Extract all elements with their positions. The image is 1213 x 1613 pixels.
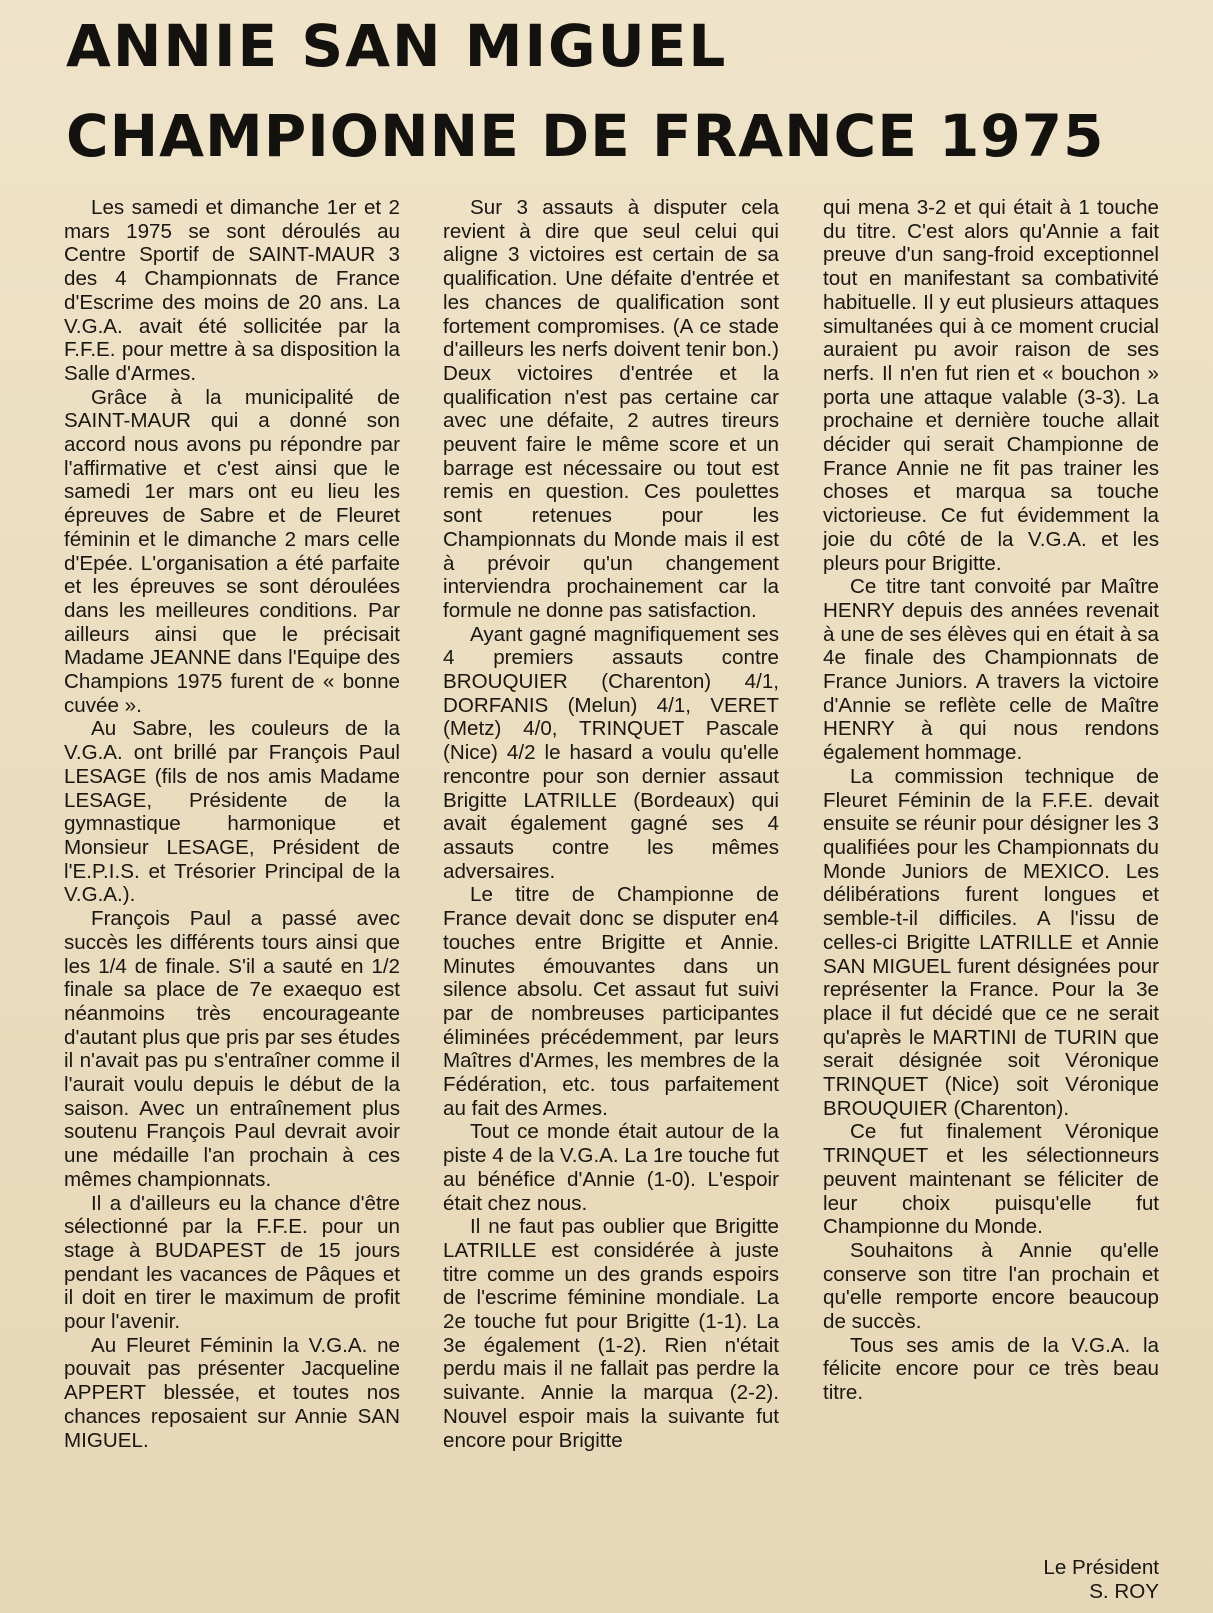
paragraph: Ce fut finalement Véronique TRINQUET et les sélectionneurs peuvent maintenant se féliciter de leur choix puisqu'elle fut Championne du Monde. <box>823 1120 1159 1239</box>
paragraph: Il a d'ailleurs eu la chance d'être sélectionné par la F.F.E. pour un stage à BUDAPEST de 15 jours pendant les vacances de Pâques et il doit en tirer le maximum de profit pour l'avenir. <box>64 1191 400 1334</box>
paragraph: Ayant gagné magnifiquement ses 4 premiers assauts contre BROUQUIER (Charenton) 4/1, DORFANIS (Melun) 4/1, VERET (Metz) 4/0, TRINQUET Pascale (Nice) 4/2 le hasard a voulu qu'elle rencontre pour son dernier assaut Brigitte LATRILLE (Bordeaux) qui avait également gagné ses 4 assauts contre les mêmes adversaires. <box>443 622 779 883</box>
paragraph: Grâce à la municipalité de SAINT-MAUR qui a donné son accord nous avons pu répondre par l'affirmative et c'est ainsi que le samedi 1er mars ont eu lieu les épreuves de Sabre et de Fleuret féminin et le dimanche 2 mars celle d'Epée. L'organisation a été parfaite et les épreuves se sont déroulées dans les meilleures conditions. Par ailleurs ainsi que le précisait Madame JEANNE dans l'Equipe des Champions 1975 furent de « bonne cuvée ». <box>64 385 400 717</box>
paragraph: Tous ses amis de la V.G.A. la félicite encore pour ce très beau titre. <box>823 1333 1159 1405</box>
paragraph: Souhaitons à Annie qu'elle conserve son titre l'an prochain et qu'elle remporte encore beaucoup de succès. <box>823 1238 1159 1334</box>
headline-line-1: ANNIE SAN MIGUEL <box>66 12 728 80</box>
paragraph: Il ne faut pas oublier que Brigitte LATRILLE est considérée à juste titre comme un des grands espoirs de l'escrime féminine mondiale. La 2e touche fut pour Brigitte (1-1). La 3e également (1-2). Rien n'était perdu mais il ne fallait pas perdre la suivante. Annie la marqua (2-2). Nouvel espoir mais la suivante fut encore pour Brigitte <box>443 1215 779 1452</box>
signature-role: Le Président <box>1043 1556 1159 1579</box>
paragraph: qui mena 3-2 et qui était à 1 touche du titre. C'est alors qu'Annie a fait preuve d'un sang-froid exceptionnel tout en manifestant sa combativité habituelle. Il y eut plusieurs attaques simultanées qui à ce moment crucial auraient pu avoir raison de ses nerfs. Il n'en fut rien et « bouchon » porta une attaque valable (3-3). La prochaine et dernière touche allait décider qui serait Championne de France Annie ne fit pas trainer les choses et marqua sa touche victorieuse. Ce fut évidemment la joie du côté de la V.G.A. et les pleurs pour Brigitte. <box>823 196 1159 575</box>
paragraph: Le titre de Championne de France devait donc se disputer en4 touches entre Brigitte et Annie. Minutes émouvantes dans un silence absolu. Cet assaut fut suivi par de nombreuses participantes éliminées précédemment, par leurs Maîtres d'Armes, les membres de la Fédération, etc. tous parfaitement au fait des Armes. <box>443 883 779 1120</box>
headline-line-2: CHAMPIONNE DE FRANCE 1975 <box>66 102 1105 170</box>
article-column-2 <box>443 196 779 1452</box>
paragraph: La commission technique de Fleuret Féminin de la F.F.E. devait ensuite se réunir pour désigner les 3 qualifiées pour les Championnats du Monde Juniors de MEXICO. Les délibérations furent longues et semble-t-il difficiles. A l'issu de celles-ci Brigitte LATRILLE et Annie SAN MIGUEL furent désignées pour représenter la France. Pour la 3e place il fut décidé que ce ne serait qu'après le MARTINI de TURIN que serait désignée soit Véronique TRINQUET (Nice) soit Véronique BROUQUIER (Charenton). <box>823 764 1159 1120</box>
article-column-3 <box>823 196 1159 1405</box>
paragraph: Au Sabre, les couleurs de la V.G.A. ont brillé par François Paul LESAGE (fils de nos amis Madame LESAGE, Présidente de la gymnastique harmonique et Monsieur LESAGE, Président de l'E.P.I.S. et Trésorier Principal de la V.G.A.). <box>64 717 400 907</box>
paragraph: François Paul a passé avec succès les différents tours ainsi que les 1/4 de finale. S'il a sauté en 1/2 finale sa place de 7e exaequo est néanmoins très encourageante d'autant plus que pris par ses études il n'avait pas pu s'entraîner comme il l'aurait voulu depuis le début de la saison. Avec un entraînement plus soutenu François Paul devrait avoir une médaille l'an prochain à ces mêmes championnats. <box>64 907 400 1191</box>
paragraph: Les samedi et dimanche 1er et 2 mars 1975 se sont déroulés au Centre Sportif de SAINT-MAUR 3 des 4 Championnats de France d'Escrime des moins de 20 ans. La V.G.A. avait été sollicitée par la F.F.E. pour mettre à sa disposition la Salle d'Armes. <box>64 196 400 385</box>
paragraph: Au Fleuret Féminin la V.G.A. ne pouvait pas présenter Jacqueline APPERT blessée, et toutes nos chances reposaient sur Annie SAN MIGUEL. <box>64 1333 400 1452</box>
paragraph: Sur 3 assauts à disputer cela revient à dire que seul celui qui aligne 3 victoires est certain de sa qualification. Une défaite d'entrée et les chances de qualification sont fortement compromises. (A ce stade d'ailleurs les nerfs doivent tenir bon.) Deux victoires d'entrée et la qualification n'est pas certaine car avec une défaite, 2 autres tireurs peuvent faire le même score et un barrage est nécessaire ou tout est remis en question. Ces poulettes sont retenues pour les Championnats du Monde mais il est à prévoir qu'un changement interviendra prochainement car la formule ne donne pas satisfaction. <box>443 196 779 622</box>
article-column-1 <box>64 196 400 1452</box>
signature-name: S. ROY <box>1089 1579 1159 1603</box>
paragraph: Ce titre tant convoité par Maître HENRY depuis des années revenait à une de ses élèves qui en était à sa 4e finale des Championnats de France Juniors. A travers la victoire d'Annie se reflète celle de Maître HENRY à qui nous rendons également hommage. <box>823 575 1159 765</box>
signature-block <box>1043 1556 1159 1603</box>
paragraph: Tout ce monde était autour de la piste 4 de la V.G.A. La 1re touche fut au bénéfice d'Annie (1-0). L'espoir était chez nous. <box>443 1120 779 1215</box>
